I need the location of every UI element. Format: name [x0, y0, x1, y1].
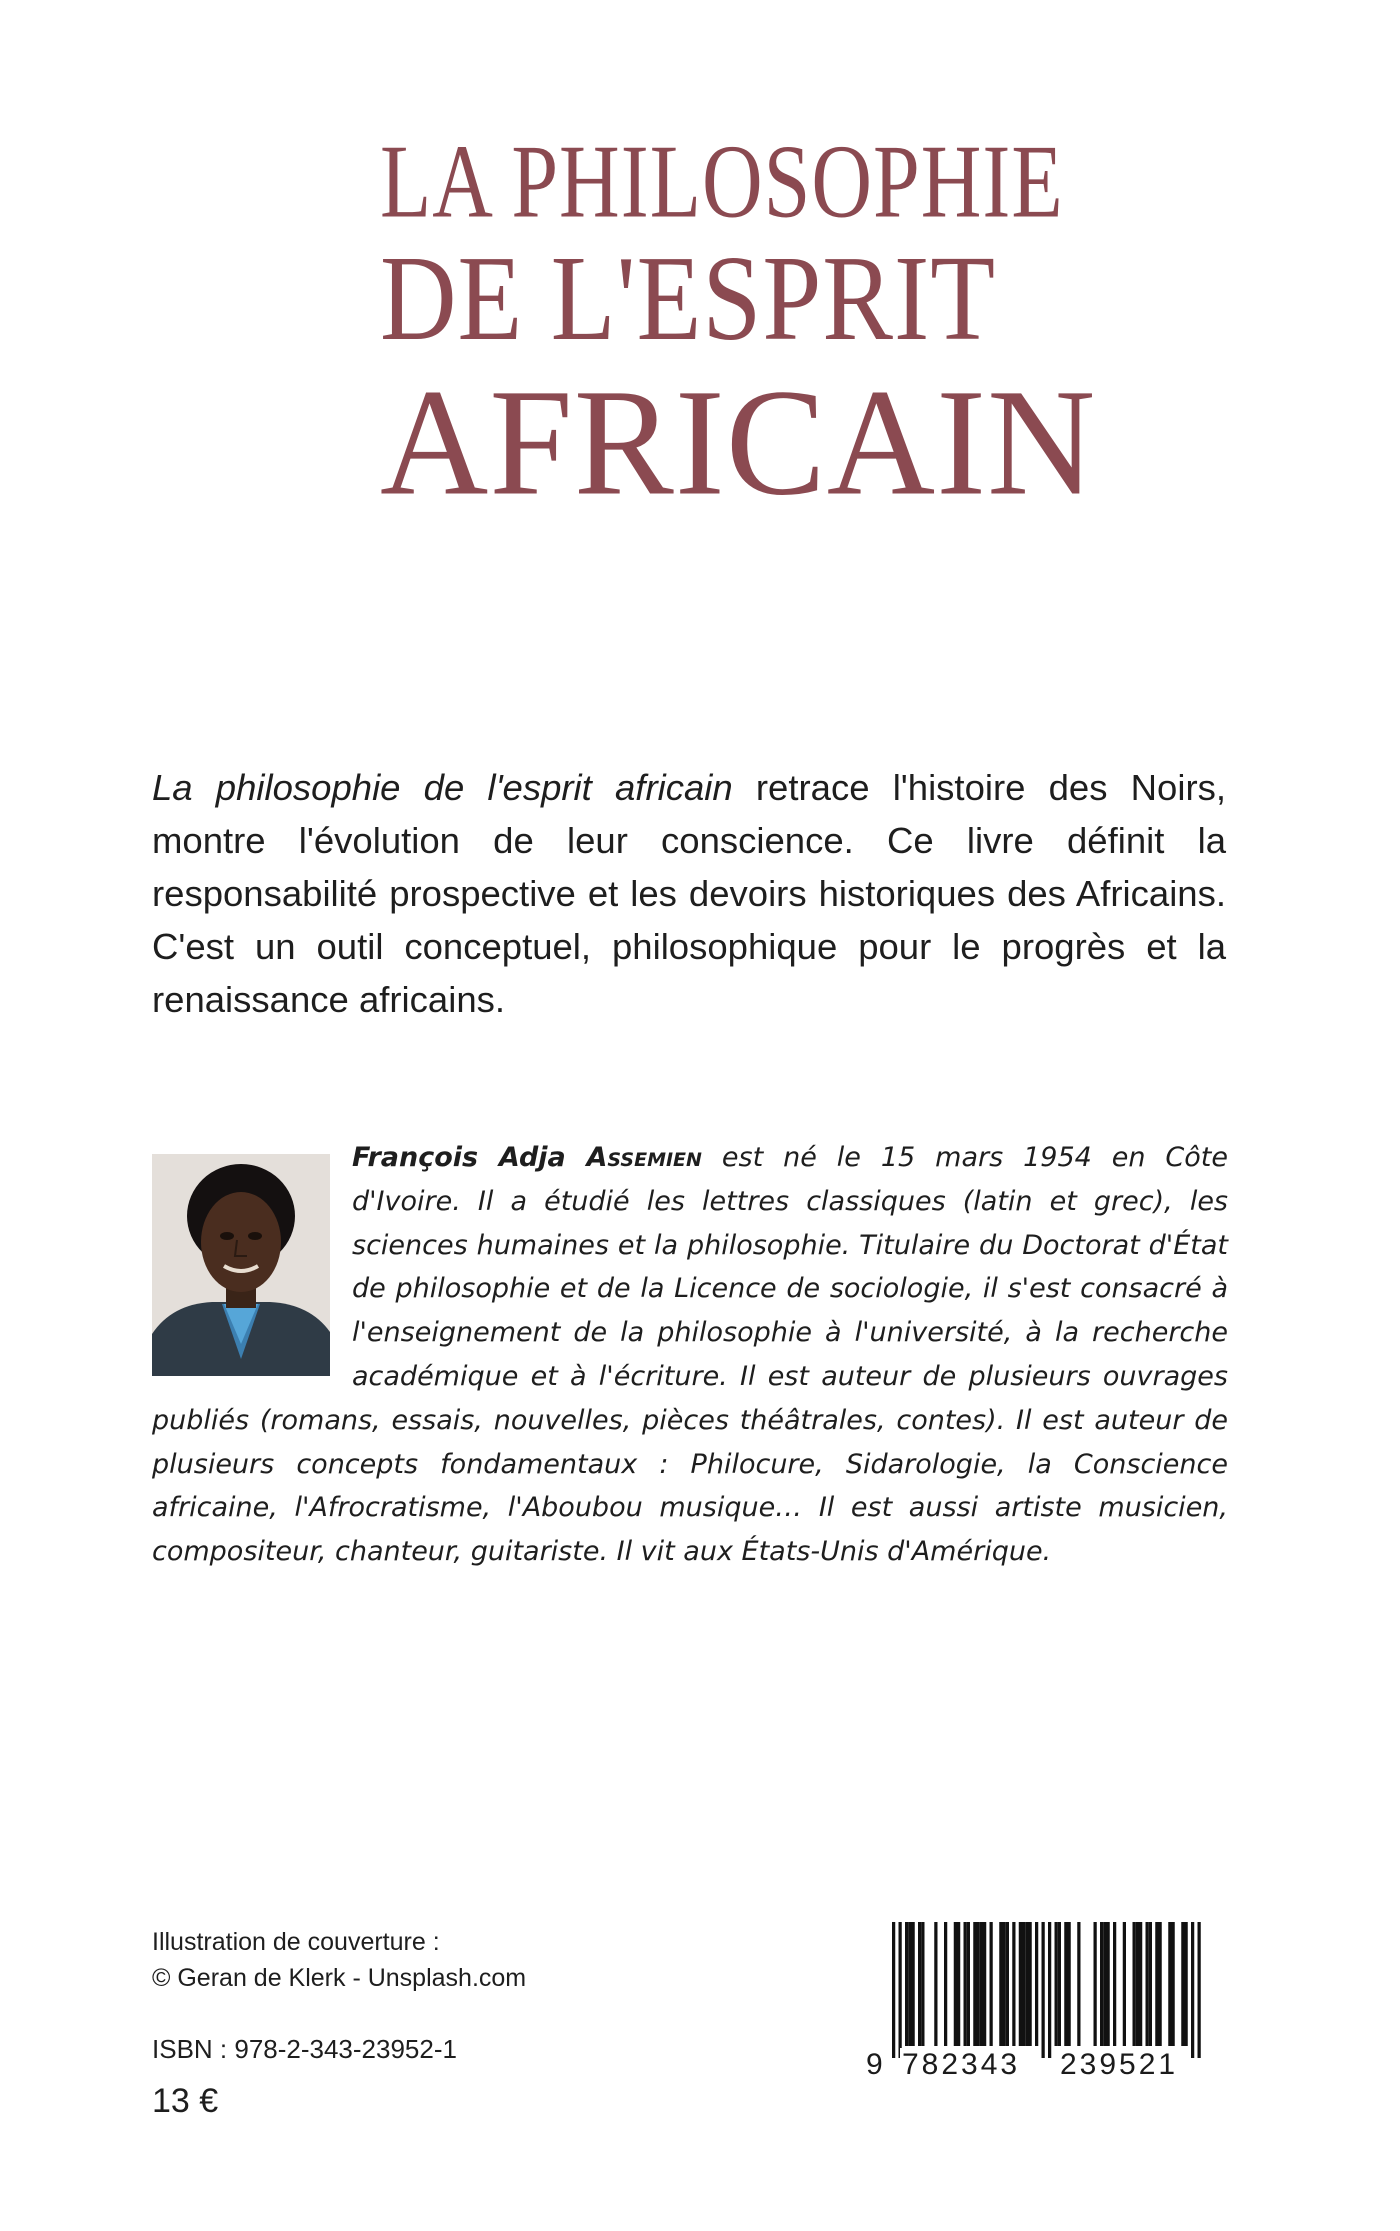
book-price: 13 €	[152, 2082, 219, 2120]
barcode-bar	[1029, 1922, 1032, 2046]
title-line-3: AFRICAIN	[380, 357, 1097, 528]
book-summary	[152, 761, 1226, 1026]
barcode-bar	[908, 1922, 911, 2046]
barcode-bar	[1113, 1922, 1116, 2046]
barcode-bar	[980, 1922, 983, 2046]
barcode-bar	[1019, 1922, 1022, 2046]
barcode-bar	[1006, 1922, 1009, 2046]
barcode-bar	[954, 1922, 957, 2046]
title-line-2: DE L'ESPRIT	[380, 231, 997, 366]
barcode-bar	[999, 1922, 1002, 2046]
barcode-bar	[1123, 1922, 1126, 2046]
author-section	[152, 1136, 1228, 1574]
barcode-bar	[892, 1922, 895, 2058]
title-line-1: LA PHILOSOPHIE	[380, 123, 1064, 240]
barcode-bar	[990, 1922, 993, 2046]
barcode-bar	[1107, 1922, 1110, 2046]
barcode-left-digits: 782343	[902, 2048, 1021, 2081]
barcode-bar	[1077, 1922, 1080, 2046]
barcode-bar	[983, 1922, 986, 2046]
barcode-bar	[964, 1922, 967, 2046]
book-title	[380, 123, 1097, 528]
barcode-bar	[1133, 1922, 1136, 2046]
barcode-bar	[1103, 1922, 1106, 2046]
barcode-bar	[1155, 1922, 1158, 2046]
barcode-bar	[1159, 1922, 1162, 2046]
summary-italic-title: La philosophie de l'esprit africain	[152, 766, 733, 808]
barcode-bar	[1172, 1922, 1175, 2046]
barcode-bar	[1181, 1922, 1184, 2046]
barcode-bar	[934, 1922, 937, 2046]
barcode-bar	[1012, 1922, 1015, 2046]
barcode-bars	[860, 1920, 1225, 2060]
barcode-bar	[1068, 1922, 1071, 2046]
barcode-bar	[1003, 1922, 1006, 2046]
barcode-bar	[1042, 1922, 1045, 2058]
barcode-bar	[912, 1922, 915, 2046]
barcode-bar	[944, 1922, 947, 2046]
cover-credits	[152, 1924, 526, 1996]
barcode-bar	[967, 1922, 970, 2046]
barcode-bar	[1094, 1922, 1097, 2046]
barcode-bar	[1136, 1922, 1139, 2046]
author-portrait-image	[152, 1154, 330, 1376]
barcode-bar	[1064, 1922, 1067, 2046]
barcode-bar	[905, 1922, 908, 2046]
barcode-bar	[1100, 1922, 1103, 2046]
barcode-bar	[973, 1922, 976, 2046]
author-bio-text: est né le 15 mars 1954 en Côte d'Ivoire. Il a étudié les lettres classiques (latin et grec), les sciences humaines et la philosophie. Titulaire du Doctorat d'État de philosophie et de la Licence de sociologie, il s'est consacré à l'enseignement de la philosophie à l'université, à la recherche académique et à l'écriture. Il est auteur de plusieurs ouvrages publiés (romans, essais, nouvelles, pièces théâtrales, contes). Il est auteur de plusieurs concepts fondamentaux : Philocure, Sidarologie, la Conscience africaine, l'Afrocratisme, l'Aboubou musique… Il est aussi artiste musicien, compositeur, chanteur, guitariste. Il vit aux États-Unis d'Amérique.	[152, 1142, 1229, 1568]
barcode-bar	[1198, 1922, 1201, 2058]
barcode	[860, 1920, 1225, 2088]
barcode-bar	[1048, 1922, 1051, 2058]
summary-text: retrace l'histoire des Noirs, montre l'évolution de leur conscience. Ce livre définit la responsabilité prospective et les devoirs historiques des Africains. C'est un outil conceptuel, philosophique pour le progrès et la renaissance africains.	[152, 766, 1226, 1020]
barcode-bar	[1055, 1922, 1058, 2046]
barcode-bar	[1185, 1922, 1188, 2046]
isbn-number: ISBN : 978-2-343-23952-1	[152, 2034, 457, 2064]
barcode-bar	[899, 1922, 902, 2058]
barcode-bar	[921, 1922, 924, 2046]
author-first-names: François Adja	[352, 1142, 587, 1173]
barcode-first-digit: 9	[866, 2048, 886, 2081]
barcode-bar	[977, 1922, 980, 2046]
barcode-bar	[1191, 1922, 1194, 2058]
barcode-bar	[1035, 1922, 1038, 2046]
barcode-bar	[1022, 1922, 1025, 2046]
author-surname: Assemien	[586, 1142, 702, 1173]
credits-source: © Geran de Klerk - Unsplash.com	[152, 1964, 527, 1992]
author-photo	[152, 1154, 330, 1376]
barcode-bar	[918, 1922, 921, 2046]
barcode-bar	[1168, 1922, 1171, 2046]
credits-label: Illustration de couverture :	[152, 1928, 440, 1956]
barcode-bar	[1149, 1922, 1152, 2046]
barcode-bar	[1025, 1922, 1028, 2046]
barcode-bar	[1139, 1922, 1142, 2046]
barcode-bar	[957, 1922, 960, 2046]
barcode-bar	[1058, 1922, 1061, 2046]
barcode-bar	[1146, 1922, 1149, 2046]
barcode-right-digits: 239521	[1060, 2048, 1179, 2081]
